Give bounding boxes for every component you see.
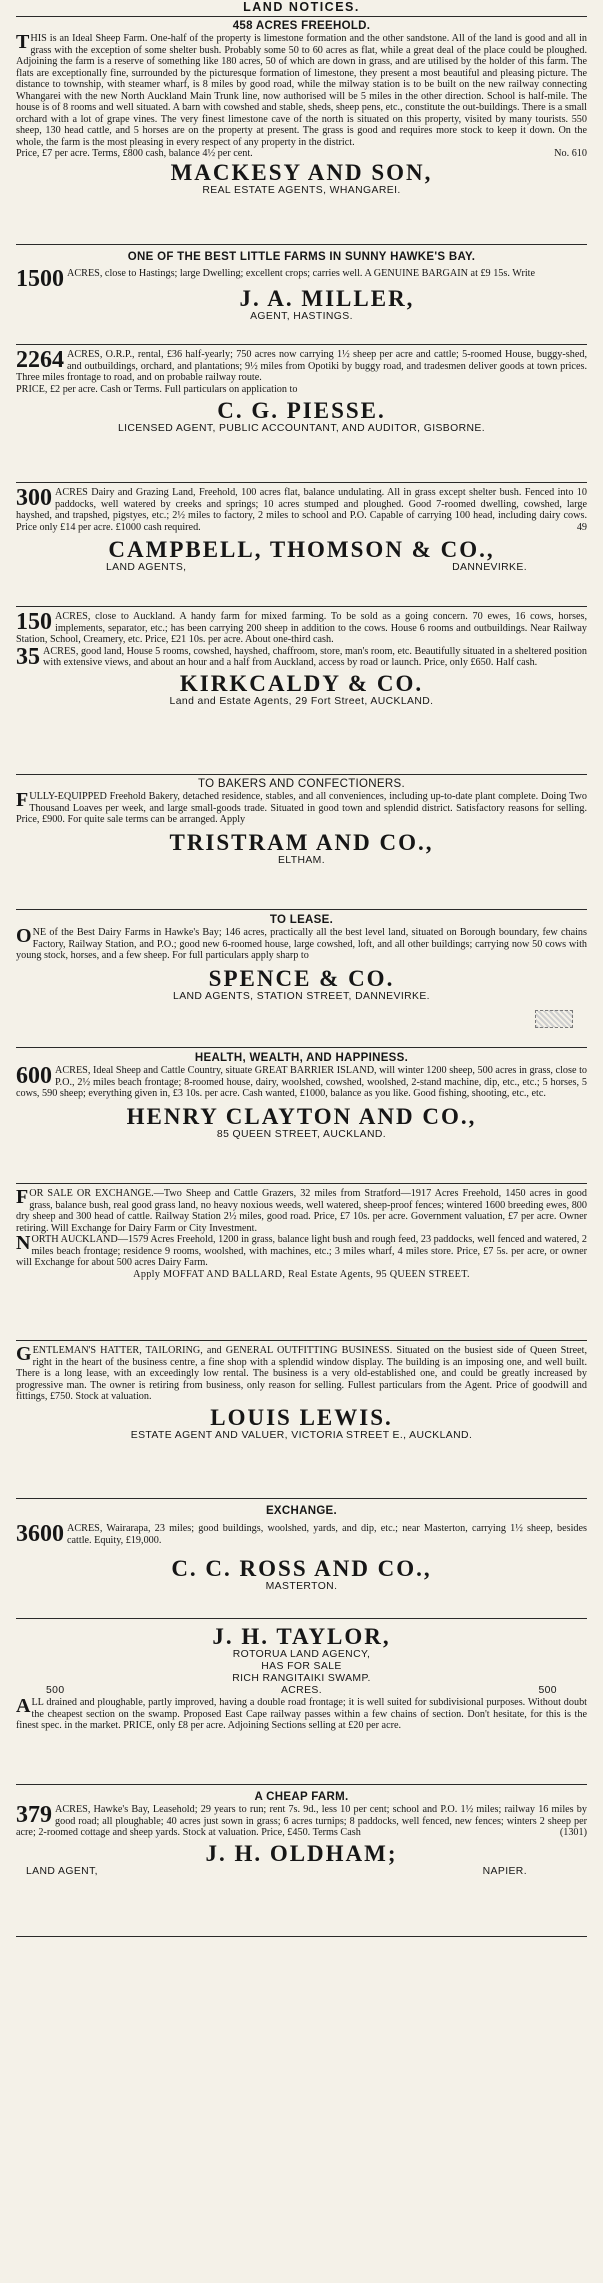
agent-address: LAND AGENTS, STATION STREET, DANNEVIRKE. xyxy=(173,990,430,1002)
ad-ref: 49 xyxy=(576,521,587,533)
agent-title: LAND AGENT, xyxy=(26,1865,98,1877)
agent-town: DANNEVIRKE. xyxy=(452,562,527,573)
drop-cap: N xyxy=(16,1232,31,1254)
advertiser-name: LOUIS LEWIS. xyxy=(210,1404,393,1430)
ad-body xyxy=(16,611,587,646)
agent-address: 85 QUEEN STREET, AUCKLAND. xyxy=(216,1128,387,1140)
advertiser-name: J. H. TAYLOR, xyxy=(212,1624,391,1649)
ad-body xyxy=(16,487,587,533)
agent-subtitle: HAS FOR SALE xyxy=(261,1661,342,1672)
ad-heading: TO LEASE. xyxy=(269,914,334,926)
agent-address: LICENSED AGENT, PUBLIC ACCOUNTANT, AND AUDITOR, GISBORNE. xyxy=(117,423,486,434)
acreage-right: 500 xyxy=(538,1685,557,1696)
agent-subtitle: ROTORUA LAND AGENCY, xyxy=(232,1649,371,1660)
ad-miller xyxy=(16,250,587,342)
divider xyxy=(16,606,587,607)
ad-body xyxy=(16,1065,587,1100)
agent-address: ESTATE AGENT AND VALUER, VICTORIA STREET E., AUCKLAND. xyxy=(130,1429,473,1441)
divider xyxy=(16,244,587,245)
divider xyxy=(16,1340,587,1341)
ad-piesse xyxy=(16,349,587,479)
divider xyxy=(16,1498,587,1499)
divider xyxy=(16,344,587,345)
drop-cap: G xyxy=(16,1343,32,1365)
ad-heading: TO BAKERS AND CONFECTIONERS. xyxy=(198,778,405,790)
agent-address: REAL ESTATE AGENTS, WHANGAREI. xyxy=(202,184,401,196)
drop-cap: O xyxy=(16,925,32,947)
ad-text: ACRES, Hawke's Bay, Leasehold; 29 years to run; rent 7s. 9d., less 10 per cent; school and P.O. 1½ miles; railway 16 miles by good road; all ploughable; 40 acres just sown in grass; 6 acres turnips; 8 paddocks, well fenced, new fences; winters 2 sheep per acre; 2-roomed cottage and sheep yards. Stock at valuation. Price, £450. Terms Cash xyxy=(16,1804,587,1838)
ad-text: ACRES, close to Hastings; large Dwelling; excellent crops; carries well. A GENUINE BARGAIN at £9 15s. Write xyxy=(67,268,536,279)
ad-text: ORTH AUCKLAND—1579 Acres Freehold, 1200 in grass, balance light bush and rough feed, 23 paddocks, well fenced and watered, 2 miles beach frontage; residence 9 rooms, woolshed, with machines, etc.; 3 miles wharf, 4 miles store. Price, £7 5s. per acre, or owner will Exchange for about 500 acres Dairy Farm. xyxy=(16,1234,587,1268)
ad-body xyxy=(16,349,587,384)
ad-body xyxy=(16,791,587,826)
ad-jh-oldham xyxy=(16,1790,587,1930)
divider xyxy=(16,909,587,910)
ad-body xyxy=(16,1523,587,1546)
ad-cc-ross xyxy=(16,1504,587,1604)
drop-cap: F xyxy=(16,1186,29,1208)
advertiser-name: TRISTRAM AND CO., xyxy=(169,829,434,855)
ad-heading: 458 ACRES FREEHOLD. xyxy=(232,20,371,32)
ad-text: NE of the Best Dairy Farms in Hawke's Bay; 146 acres, practically all the best level land, situated on Borough boundary, few chains Factory, Railway Station, and P.O.; good new 6-roomed house, large cowshed, loft, and all other buildings; carrying now 50 cows with young stock, horses, and a few sheep. For full particulars apply sharp to xyxy=(16,927,587,961)
ad-body xyxy=(16,1188,587,1234)
ad-heading: A CHEAP FARM. xyxy=(254,1791,349,1803)
ad-apply-line: Apply MOFFAT AND BALLARD, Real Estate Agents, 95 QUEEN STREET. xyxy=(133,1268,470,1280)
ad-text: LL drained and ploughable, partly improved, having a double road frontage; it is well suited for subdivisional purposes. Without doubt the cheapest section on the swamp. Proposed East Cape railway passes within a few chains of section. Don't hesitate, for this is the finest spec. in the market. PRICE, only £8 per acre. Adjoining Sections selling at £20 per acre. xyxy=(16,1697,587,1731)
acreage-number: 2264 xyxy=(16,347,64,373)
ad-body xyxy=(16,1697,587,1732)
ad-henry-clayton xyxy=(16,1052,587,1180)
agent-address: Land and Estate Agents, 29 Fort Street, AUCKLAND. xyxy=(169,695,434,707)
acreage-number: 35 xyxy=(16,643,40,670)
ad-body xyxy=(16,1345,587,1403)
ad-tristram xyxy=(16,778,587,906)
advertiser-name: J. H. OLDHAM; xyxy=(205,1840,398,1866)
ad-heading: HEALTH, WEALTH, AND HAPPINESS. xyxy=(194,1052,409,1064)
ad-text: ACRES, Wairarapa, 23 miles; good buildings, woolshed, yards, and dip, etc.; near Masterton, carrying 1½ sheep, besides cattle. Equity, £19,000. xyxy=(67,1523,587,1546)
acreage-number: 379 xyxy=(16,1802,52,1828)
advertiser-name: MACKESY AND SON, xyxy=(170,159,433,185)
acreage-left: 500 xyxy=(46,1685,65,1696)
advertiser-name: HENRY CLAYTON AND CO., xyxy=(126,1103,477,1129)
advertiser-name: CAMPBELL, THOMSON & CO., xyxy=(108,537,495,562)
ad-heading: EXCHANGE. xyxy=(265,1505,338,1517)
drop-cap: T xyxy=(16,31,30,53)
acreage-word: ACRES. xyxy=(280,1685,323,1696)
acreage-number: 300 xyxy=(16,485,52,511)
agent-title: LAND AGENTS, xyxy=(106,562,187,573)
ad-heading: ONE OF THE BEST LITTLE FARMS IN SUNNY HAWKE'S BAY. xyxy=(127,251,476,263)
ad-jh-taylor xyxy=(16,1624,587,1774)
ad-spence xyxy=(16,914,587,1044)
ad-text: ACRES, Ideal Sheep and Cattle Country, situate GREAT BARRIER ISLAND, will winter 1200 sheep, 500 acres in grass, close to P.O., 2½ miles beach frontage; 8-roomed house, dairy, woolshed, cowshed, woolshed, 2-stand machine, dip, etc., etc.; 5 horses, 5 cows, 590 sheep; everything given in, £3 10s. per acre. Cash wanted, £1000, balance as you like. Good fishing, shooting, etc., etc. xyxy=(16,1065,587,1099)
advertiser-name: C. C. ROSS AND CO., xyxy=(171,1556,432,1581)
divider xyxy=(16,1618,587,1619)
divider xyxy=(16,16,587,17)
acreage-number: 3600 xyxy=(16,1521,64,1547)
ad-body-second xyxy=(16,1234,587,1269)
drop-cap: F xyxy=(16,789,29,811)
divider xyxy=(16,774,587,775)
divider xyxy=(16,1047,587,1048)
agent-row xyxy=(16,1866,587,1878)
ad-body-second xyxy=(16,643,587,670)
ad-text: ACRES Dairy and Grazing Land, Freehold, 100 acres flat, balance undulating. All in grass except shelter bush. Fenced into 10 paddocks, well watered by creeks and springs; 10 acres stumped and ploughed. Good 7-roomed dwelling, cowshed, large hayshed, and trapshed, pigstyes, etc.; 2½ miles to factory, 2 miles to school and P.O. Capable of carrying 100 head, including dairy cows. Price only £14 per acre. £1000 cash required. xyxy=(16,487,587,533)
printer-ornament xyxy=(535,1010,573,1028)
ad-ref: (1301) xyxy=(559,1827,587,1838)
advertiser-name: C. G. PIESSE. xyxy=(217,398,386,423)
ad-mackesy xyxy=(16,20,587,242)
ad-body xyxy=(16,33,587,148)
acreage-number: 150 xyxy=(16,609,52,635)
agent-subtitle: RICH RANGITAIKI SWAMP. xyxy=(232,1673,371,1684)
agent-address: ELTHAM. xyxy=(277,854,326,866)
divider xyxy=(16,1936,587,1937)
ad-text: ENTLEMAN'S HATTER, TAILORING, and GENERAL OUTFITTING BUSINESS. Situated on the busiest side of Queen Street, right in the heart of the business centre, a fine shop with a splendid window display. The building is an imposing one, and well built. There is a long lease, with an exceedingly low rental. The business is a very old-established one, and could be greatly increased by progressive man. The owner is retiring from business, only reason for selling. Fullest particulars from the Agent. Price of goodwill and fittings, £750. Stock at valuation. xyxy=(16,1345,587,1402)
ad-body xyxy=(16,266,587,292)
divider xyxy=(16,482,587,483)
ad-price: Price, £7 per acre. Terms, £800 cash, balance 4½ per cent. xyxy=(16,148,253,159)
ad-text: OR SALE OR EXCHANGE.—Two Sheep and Cattle Grazers, 32 miles from Stratford—1917 Acres Freehold, 1450 acres in good grass, balance bush, real good grass land, no heavy noxious weeds, well watered, sheep-proof fences; wintered 1600 breeding ewes, 800 dry sheep and 300 head of cattle. Railway Station 2½ miles, good road. Price, £7 10s. per acre. Government valuation, £7 per acre. Owner retiring. Will Exchange for Dairy Farm or City Investment. xyxy=(16,1188,587,1234)
agent-town: NAPIER. xyxy=(482,1865,527,1877)
ad-campbell-thomson xyxy=(16,487,587,603)
ad-text: ACRES, O.R.P., rental, £36 half-yearly; 750 acres now carrying 1½ sheep per acre and cattle; 5-roomed House, buggy-shed, and outbuildings, orchard, and plantations; 9½ miles from Opotiki by buggy road, and tradesmen deliver goods at town prices. Three miles frontage to road, and on probable railway route. xyxy=(16,349,587,383)
drop-cap: A xyxy=(16,1695,31,1717)
ad-moffat-ballard xyxy=(16,1188,587,1338)
ad-body xyxy=(16,927,587,962)
ad-kirkcaldy xyxy=(16,611,587,771)
advertiser-name: KIRKCALDY & CO. xyxy=(179,670,424,696)
agent-address: MASTERTON. xyxy=(265,1581,338,1592)
ad-price-row xyxy=(16,148,587,160)
agent-address: AGENT, HASTINGS. xyxy=(250,310,353,322)
advertiser-name: SPENCE & CO. xyxy=(208,965,395,991)
ad-ref: No. 610 xyxy=(554,148,587,159)
advertiser-name: J. A. MILLER, xyxy=(239,285,415,311)
ad-text: HIS is an Ideal Sheep Farm. One-half of the property is limestone formation and the other sandstone. All of the land is good and all in grass with the exception of some shelter bush. Probably some 50 to 60 acres as flat, while a great deal of the place could be ploughed. Adjoining the farm is a reserve of something like 180 acres, 50 of which are down in grass, and are utilised by the holder of this farm. The flats are exceptionally fine, surrounded by the picturesque formation of limestone, they present a most beautiful and pleasing picture. The distance to township, with steamer wharf, is 8 miles by good road, while the milway station is to be built on the new railway connecting Whangarei with the new North Auckland Main Trunk line, now authorised will be 5 miles in the other direction. School is half-mile. The house is of 8 rooms and well situated. A barn with cowshed and stable, sheds, sheep pens, etc., constitute the out-buildings. There is a small orchard with a lot of grape vines. The very finest limestone cave of the north is situated on this property, visited by many tourists. 550 sheep, 130 head cattle, and 5 horses are on the property at present. The grass is good and requires more stock to keep it down. On the whole, the farm is the most pleasing in every respect of any property in the district. xyxy=(16,33,587,148)
ad-body xyxy=(16,1804,587,1839)
divider xyxy=(16,1183,587,1184)
ad-text: ACRES, close to Auckland. A handy farm for mixed farming. To be sold as a going concern. 70 ewes, 16 cows, horses, implements, separator, etc.; has been carrying 200 sheep in addition to the cows. House 6 rooms and outbuildings. Near Railway Station, School, Creamery, etc. Price, £21 10s. per acre. About one-third cash. xyxy=(16,611,587,645)
divider xyxy=(16,1784,587,1785)
agent-row xyxy=(16,562,587,574)
section-title: LAND NOTICES. xyxy=(243,0,360,14)
ad-louis-lewis xyxy=(16,1345,587,1495)
ad-price: PRICE, £2 per acre. Cash or Terms. Full particulars on application to xyxy=(16,383,298,395)
ad-text: ULLY-EQUIPPED Freehold Bakery, detached residence, stables, and all conveniences, including up-to-date plant complete. Doing Two Thousand Loaves per week, and large small-goods trade. Situated in good town and splendid district. Satisfactory reasons for selling. Price, £900. For quite sale terms can be arranged. Apply xyxy=(16,791,587,825)
ad-text: ACRES, good land, House 5 rooms, cowshed, hayshed, chaffroom, store, man's room, etc. Beautifully situated in a sheltered position with extensive views, and about an hour and a half from Auckland, access by road or launch. Price, only £650. Half cash. xyxy=(43,645,587,668)
acreage-row xyxy=(16,1685,587,1697)
acreage-number: 1500 xyxy=(16,266,64,292)
acreage-number: 600 xyxy=(16,1063,52,1089)
